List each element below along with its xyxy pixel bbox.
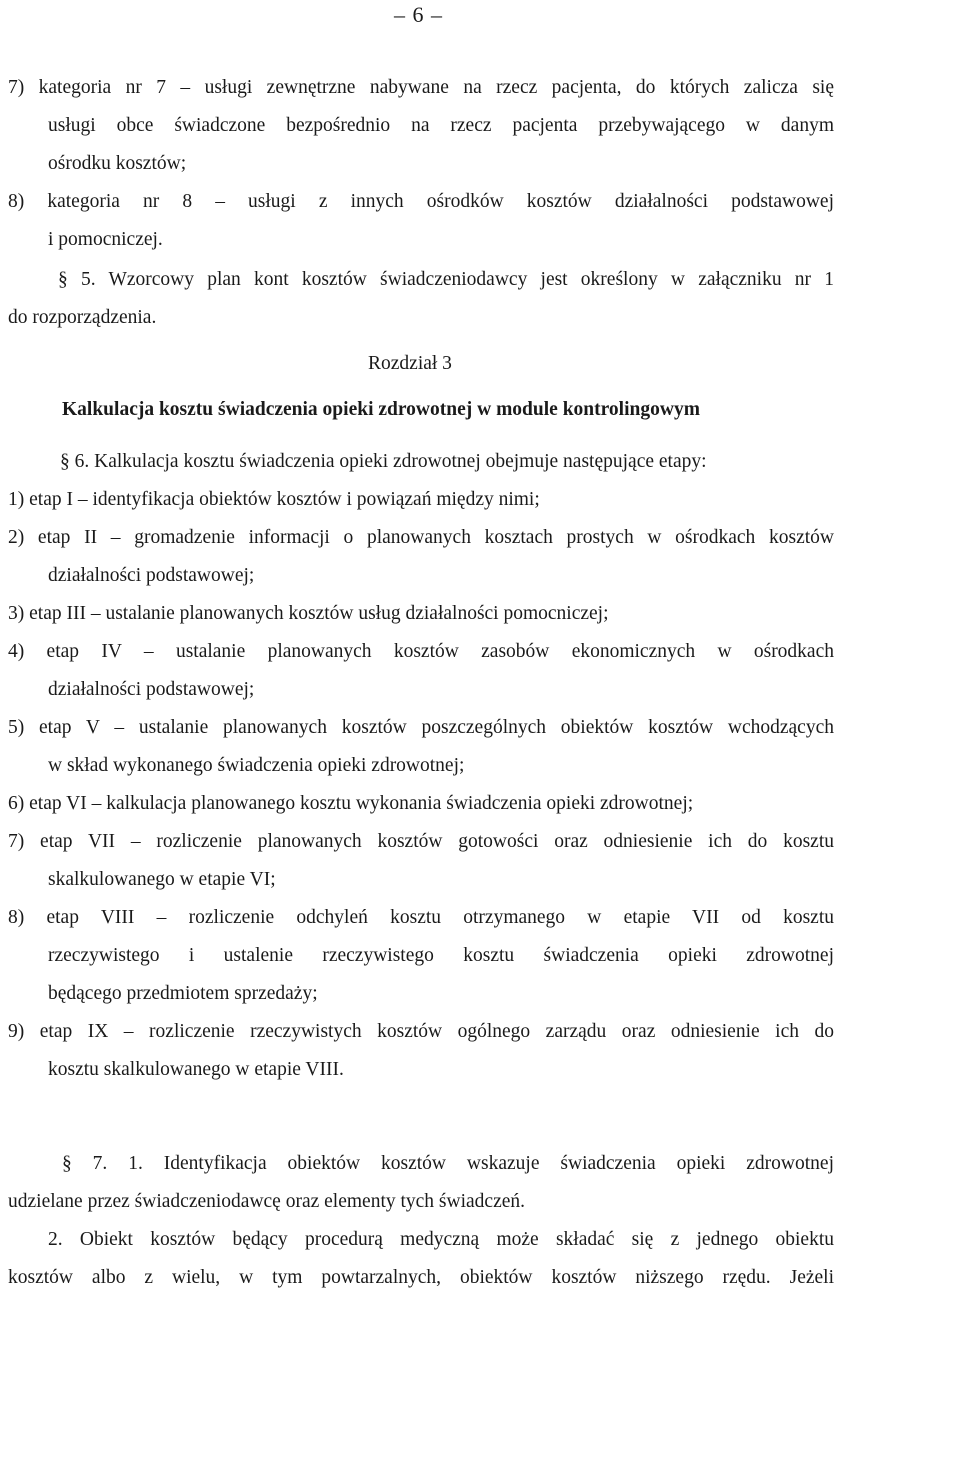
list-item: 1) etap I – identyfikacja obiektów kosztów i powiązań między nimi;	[8, 489, 540, 510]
text-line: usługi obce świadczone bezpośrednio na rzecz pacjenta przebywającego w danym	[48, 115, 834, 136]
page-number: – 6 –	[394, 2, 443, 27]
paragraph-7: § 7. 1. Identyfikacja obiektów kosztów wskazuje świadczenia opieki zdrowotnej	[62, 1153, 834, 1174]
text-line: 2. Obiekt kosztów będący procedurą medyczną może składać się z jednego obiektu	[48, 1229, 834, 1250]
list-item: 3) etap III – ustalanie planowanych kosztów usług działalności pomocniczej;	[8, 603, 609, 624]
paragraph-6: § 6. Kalkulacja kosztu świadczenia opieki zdrowotnej obejmuje następujące etapy:	[60, 451, 707, 472]
list-item: 6) etap VI – kalkulacja planowanego kosztu wykonania świadczenia opieki zdrowotnej;	[8, 793, 694, 814]
list-item: 7) etap VII – rozliczenie planowanych kosztów gotowości oraz odniesienie ich do kosztu	[8, 831, 834, 852]
text-line: do rozporządzenia.	[8, 307, 157, 328]
paragraph-5: § 5. Wzorcowy plan kont kosztów świadczeniodawcy jest określony w załączniku nr 1	[58, 269, 834, 290]
list-item: 9) etap IX – rozliczenie rzeczywistych kosztów ogólnego zarządu oraz odniesienie ich do	[8, 1021, 834, 1042]
list-item: 5) etap V – ustalanie planowanych kosztów poszczególnych obiektów kosztów wchodzących	[8, 717, 834, 738]
text-line: rzeczywistego i ustalenie rzeczywistego kosztu świadczenia opieki zdrowotnej	[48, 945, 834, 966]
list-item: 4) etap IV – ustalanie planowanych kosztów zasobów ekonomicznych w ośrodkach	[8, 641, 834, 662]
text-line: 7) kategoria nr 7 – usługi zewnętrzne nabywane na rzecz pacjenta, do których zalicza się	[8, 77, 834, 98]
text-line: kosztu skalkulowanego w etapie VIII.	[48, 1059, 344, 1080]
text-line: 8) kategoria nr 8 – usługi z innych ośrodków kosztów działalności podstawowej	[8, 191, 834, 212]
text-line: w skład wykonanego świadczenia opieki zdrowotnej;	[48, 755, 465, 776]
chapter-number: Rozdział 3	[368, 353, 452, 374]
text-line: kosztów albo z wielu, w tym powtarzalnych, obiektów kosztów niższego rzędu. Jeżeli	[8, 1267, 834, 1288]
list-item: 8) etap VIII – rozliczenie odchyleń kosztu otrzymanego w etapie VII od kosztu	[8, 907, 834, 928]
text-line: udzielane przez świadczeniodawcę oraz elementy tych świadczeń.	[8, 1191, 526, 1212]
list-item: 2) etap II – gromadzenie informacji o planowanych kosztach prostych w ośrodkach kosztów	[8, 527, 834, 548]
text-line: działalności podstawowej;	[48, 679, 255, 700]
text-line: skalkulowanego w etapie VI;	[48, 869, 276, 890]
text-line: ośrodku kosztów;	[48, 153, 187, 174]
text-line: będącego przedmiotem sprzedaży;	[48, 983, 318, 1004]
text-line: działalności podstawowej;	[48, 565, 255, 586]
text-line: i pomocniczej.	[48, 229, 163, 250]
chapter-title: Kalkulacja kosztu świadczenia opieki zdrowotnej w module kontrolingowym	[62, 399, 700, 420]
